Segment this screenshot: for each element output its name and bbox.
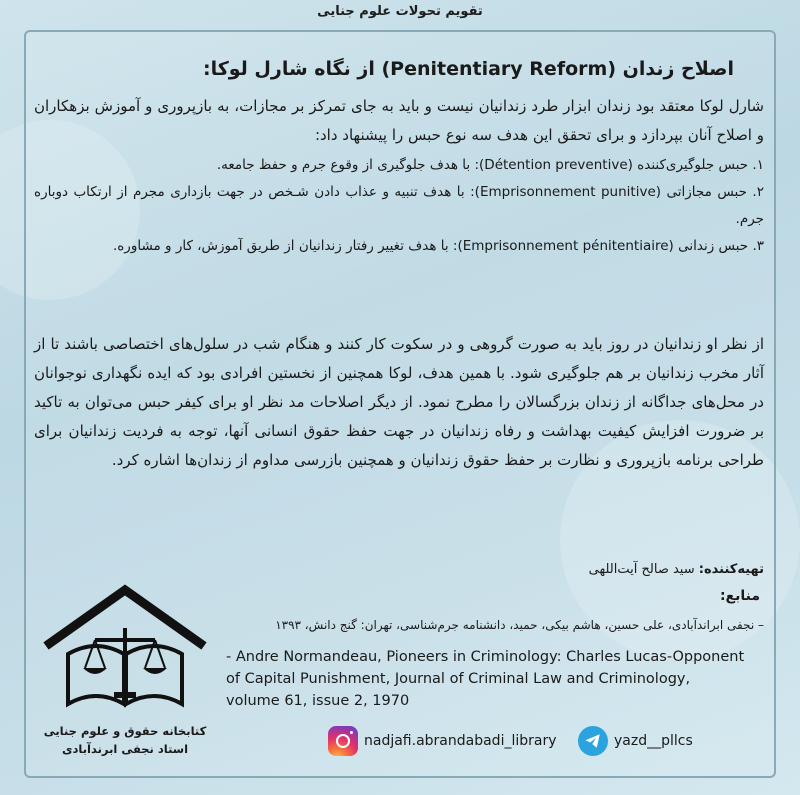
telegram-handle: yazd__pllcs bbox=[614, 733, 693, 749]
intro-paragraph: شارل لوکا معتقد بود زندان ابزار طرد زندانیان نیست و باید به جای تمرکز بر مجازات، به بازپروری و آموزش بزهکاران و اصلاح آنان بپردازد و برای تحقق این هدف سه نوع حبس را پیشنهاد داد: bbox=[34, 97, 764, 144]
series-title: تقویم تحولات علوم جنایی bbox=[317, 4, 483, 19]
prepared-by bbox=[589, 562, 764, 577]
list-item: ۳. حبس زندانی (Emprisonnement pénitentiaire): با هدف تغییر رفتار زندانیان از طریق آموزش، کار و مشاوره. bbox=[112, 238, 764, 254]
list-item: ۲. حبس مجازاتی (Emprisonnement punitive): با هدف تنبیه و عذاب دادن شـخص در جهت بازداری مجرم از ارتکاب دوباره جرم. bbox=[34, 184, 764, 227]
logo-line-1: کتابخانه حقوق و علوم جنایی bbox=[43, 724, 207, 738]
body-paragraph: از نظر او زندانیان در روز باید به صورت گروهی و در سکوت کار کنند و هنگام شب در سلول‌های اختصاصی باشند تا از آثار مخرب زندانیان بر هم جلوگیری شود. با همین هدف، لوکا همچنین از نخستین افرادی بود که ایده نگهداری نوجوانان در محل‌های جداگانه از زندان بزرگسالان را مطرح نمود. از دیگر اصلاحات مد نظر او برای کیفر حبس می‌توان به تاکید بر ضرورت افزایش کیفیت بهداشت و رفاه زندانیان در جهت حفظ حقوق انسانی آنها، توجه به فردیت زندانیان برای طراحی برنامه بازپروری و نظارت بر حفظ حقوق زندانیان و همچنین بازرسی مداوم از زندان‌ها اشاره کرد. bbox=[34, 335, 764, 469]
instagram-icon bbox=[328, 726, 358, 756]
prepared-label: تهیه‌کننده: bbox=[698, 562, 764, 577]
article-intro bbox=[34, 92, 764, 150]
prison-types-list bbox=[34, 152, 764, 260]
article-heading: اصلاح زندان (Penitentiary Reform) از نگاه شارل لوکا: bbox=[202, 58, 734, 80]
instagram-handle: nadjafi.abrandabadi_library bbox=[364, 733, 557, 749]
logo-line-2: استاد نجفی ابرندآبادی bbox=[61, 742, 189, 756]
prepared-name: سید صالح آیت‌اللهی bbox=[588, 562, 695, 577]
source-english: - Andre Normandeau, Pioneers in Criminology: Charles Lucas-Opponent of Capital Punishment, Journal of Criminal Law and Criminology, volume 61, issue 2, 1970 bbox=[226, 649, 745, 709]
sources-label: منابع: bbox=[719, 588, 760, 604]
article-body bbox=[34, 330, 764, 475]
telegram-icon bbox=[578, 726, 608, 756]
source-persian: – نجفی ابراندآبادی، علی حسین، هاشم بیکی، حمید، دانشنامه جرم‌شناسی، تهران: گنج دانش، ۱۳۹۳ bbox=[275, 618, 764, 632]
library-logo-text bbox=[40, 722, 210, 758]
instagram-link[interactable] bbox=[328, 724, 557, 758]
telegram-link[interactable] bbox=[578, 724, 693, 758]
list-item: ۱. حبس جلوگیری‌کننده (Détention preventive): با هدف جلوگیری از وقوع جرم و حفظ جامعه. bbox=[216, 157, 764, 173]
